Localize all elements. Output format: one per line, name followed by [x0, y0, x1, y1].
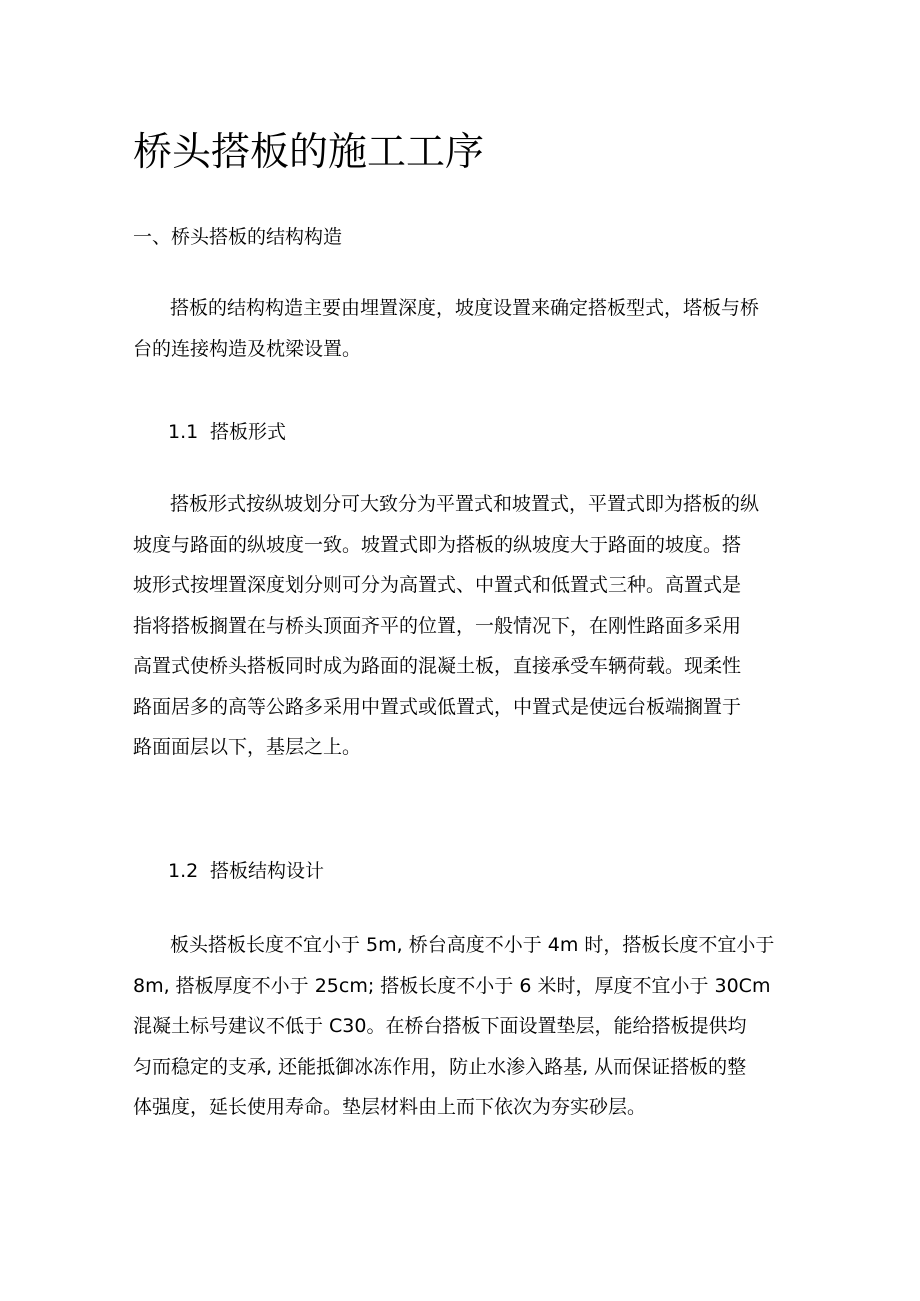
paragraph-line: 混凝土标号建议不低于 C30。在桥台搭板下面设置垫层，能给搭板提供均 — [133, 1015, 747, 1037]
paragraph-line: 体强度，延长使用寿命。垫层材料由上而下依次为夯实砂层。 — [133, 1096, 647, 1118]
subsection-title: 搭板结构设计 — [210, 860, 325, 882]
paragraph-line: 坡形式按埋置深度划分则可分为高置式、中置式和低置式三种。高置式是 — [133, 574, 742, 596]
paragraph-line: 8m, 搭板厚度不小于 25cm; 搭板长度不小于 6 米时，厚度不宜小于 30Cm — [133, 974, 771, 997]
paragraph-line: 高置式使桥头搭板同时成为路面的混凝土板，直接承受车辆荷载。现柔性 — [133, 655, 742, 677]
subsection-heading-1-1 — [168, 417, 286, 447]
subsection-heading-1-2 — [168, 856, 324, 886]
page-title: 桥头搭板的施工工序 — [133, 130, 485, 175]
paragraph-line: 指将搭板搁置在与桥头顶面齐平的位置，一般情况下，在刚性路面多采用 — [133, 614, 742, 637]
subsection-number: 1.2 — [168, 860, 199, 882]
section-heading-1: 一、桥头搭板的结构构造 — [133, 226, 343, 248]
subsection-1-2-paragraph — [133, 925, 793, 1128]
paragraph-line: 路面居多的高等公路多采用中置式或低置式，中置式是使远台板端搁置于 — [133, 695, 742, 718]
subsection-number: 1.1 — [168, 421, 199, 443]
paragraph-line: 坡度与路面的纵坡度一致。坡置式即为搭板的纵坡度大于路面的坡度。搭 — [133, 533, 742, 556]
paragraph-line: 台的连接构造及枕梁设置。 — [133, 337, 362, 360]
paragraph-line: 搭板形式按纵坡划分可大致分为平置式和坡置式，平置式即为搭板的纵 — [170, 493, 760, 515]
subsection-1-1-paragraph — [133, 484, 793, 768]
section-1-intro-paragraph — [133, 288, 793, 369]
paragraph-line: 搭板的结构构造主要由埋置深度，坡度设置来确定搭板型式，塔板与桥 — [170, 297, 760, 319]
subsection-title: 搭板形式 — [210, 421, 287, 443]
paragraph-line: 板头搭板长度不宜小于 5m, 桥台高度不小于 4m 时，搭板长度不宜小于 — [170, 934, 775, 956]
paragraph-line: 路面面层以下，基层之上。 — [133, 736, 362, 758]
paragraph-line: 匀而稳定的支承, 还能抵御冰冻作用，防止水渗入路基, 从而保证搭板的整 — [133, 1055, 747, 1078]
